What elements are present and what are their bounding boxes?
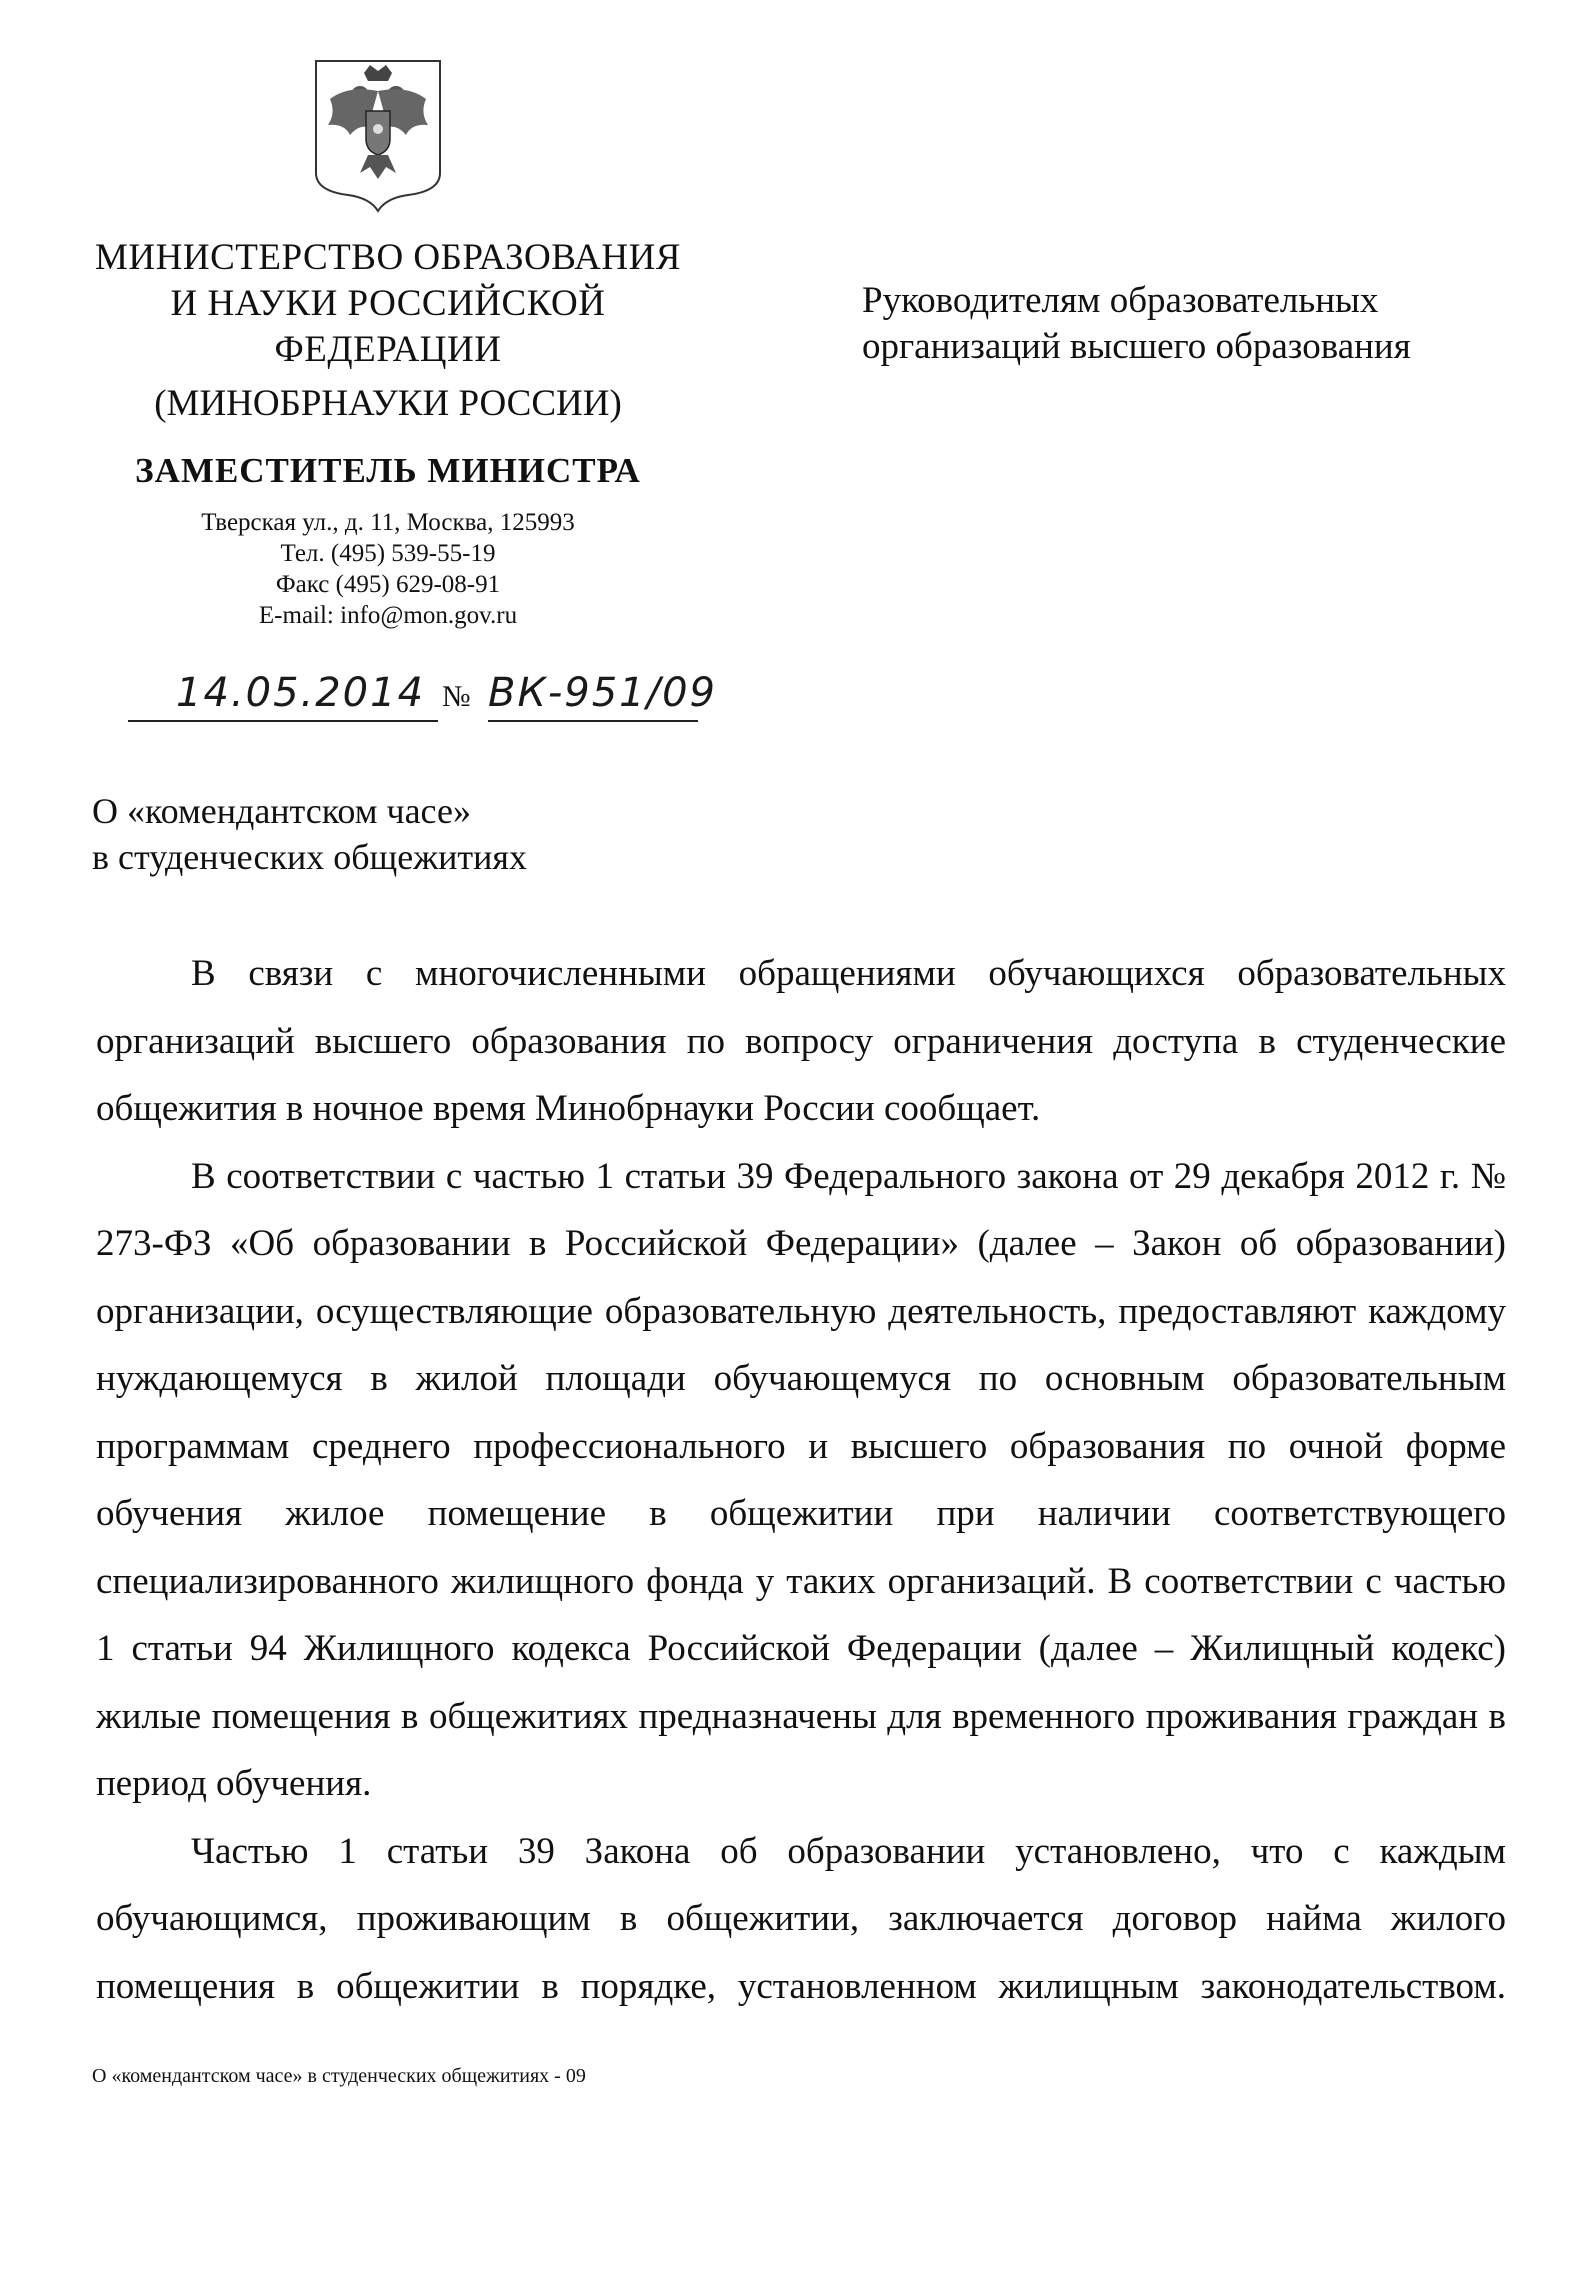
org-name-line-2: И НАУКИ РОССИЙСКОЙ — [170, 283, 606, 324]
position-title: ЗАМЕСТИТЕЛЬ МИНИСТРА — [135, 451, 641, 490]
addressee-line-2: организаций высшего образования — [862, 326, 1411, 367]
body-paragraph: В соответствии с частью 1 статьи 39 Федерального закона от 29 декабря 2012 г. № 273-ФЗ «Об образовании в Российской Федерации» (далее – Закон об образовании) организации, осуществляющие образовательную деятельность, предоставляют каждому нуждающемуся в жилой площади обучающемуся по основным образовательным программам среднего профессионального и высшего образования по очной форме обучения жилое помещение в общежитии при наличии соответствующего специализированного жилищного фонда у таких организаций. В соответствии с частью 1 статьи 94 Жилищного кодекса Российской Федерации (далее – Жилищный кодекс) жилые помещения в общежитиях предназначены для временного проживания граждан в период обучения. — [96, 1155, 1506, 1804]
contact-phone: Тел. (495) 539-55-19 — [280, 540, 496, 567]
registration-number: ВК-951/09 — [488, 670, 717, 716]
number-underline — [488, 720, 698, 722]
org-short-name: (МИНОБРНАУКИ РОССИИ) — [154, 383, 622, 424]
subject-line-2: в студенческих общежитиях — [92, 837, 527, 877]
addressee-line-1: Руководителям образовательных — [862, 280, 1379, 321]
date-underline — [128, 720, 438, 722]
contact-fax: Факс (495) 629-08-91 — [275, 571, 501, 598]
registration-date: 14.05.2014 — [176, 670, 426, 716]
registration-line — [128, 670, 717, 730]
subject-line-1: О «комендантском часе» — [92, 791, 471, 831]
contact-address: Тверская ул., д. 11, Москва, 125993 — [201, 509, 575, 536]
coat-of-arms-icon — [308, 55, 448, 213]
org-name-line-1: МИНИСТЕРСТВО ОБРАЗОВАНИЯ — [95, 237, 681, 278]
addressee — [862, 278, 1411, 370]
org-name-line-3: ФЕДЕРАЦИИ — [274, 329, 502, 370]
registration-number-label: № — [442, 680, 471, 713]
org-header — [88, 235, 688, 631]
body-paragraph: Частью 1 статьи 39 Закона об образовании установлено, что с каждым обучающимся, проживающим в общежитии, заключается договор найма жилого помещения в общежитии в порядке, установленном жилищным законодательством. — [96, 1830, 1506, 2007]
contact-email: E-mail: info@mon.gov.ru — [258, 602, 518, 629]
letter-body — [96, 940, 1506, 2020]
contacts — [88, 507, 688, 631]
body-paragraph: В связи с многочисленными обращениями обучающихся образовательных организаций высшего образования по вопросу ограничения доступа в студенческие общежития в ночное время Минобрнауки России сообщает. — [96, 953, 1506, 1129]
letter-subject — [92, 788, 527, 880]
page-footer: О «комендантском часе» в студенческих общежитиях - 09 — [92, 2065, 586, 2087]
